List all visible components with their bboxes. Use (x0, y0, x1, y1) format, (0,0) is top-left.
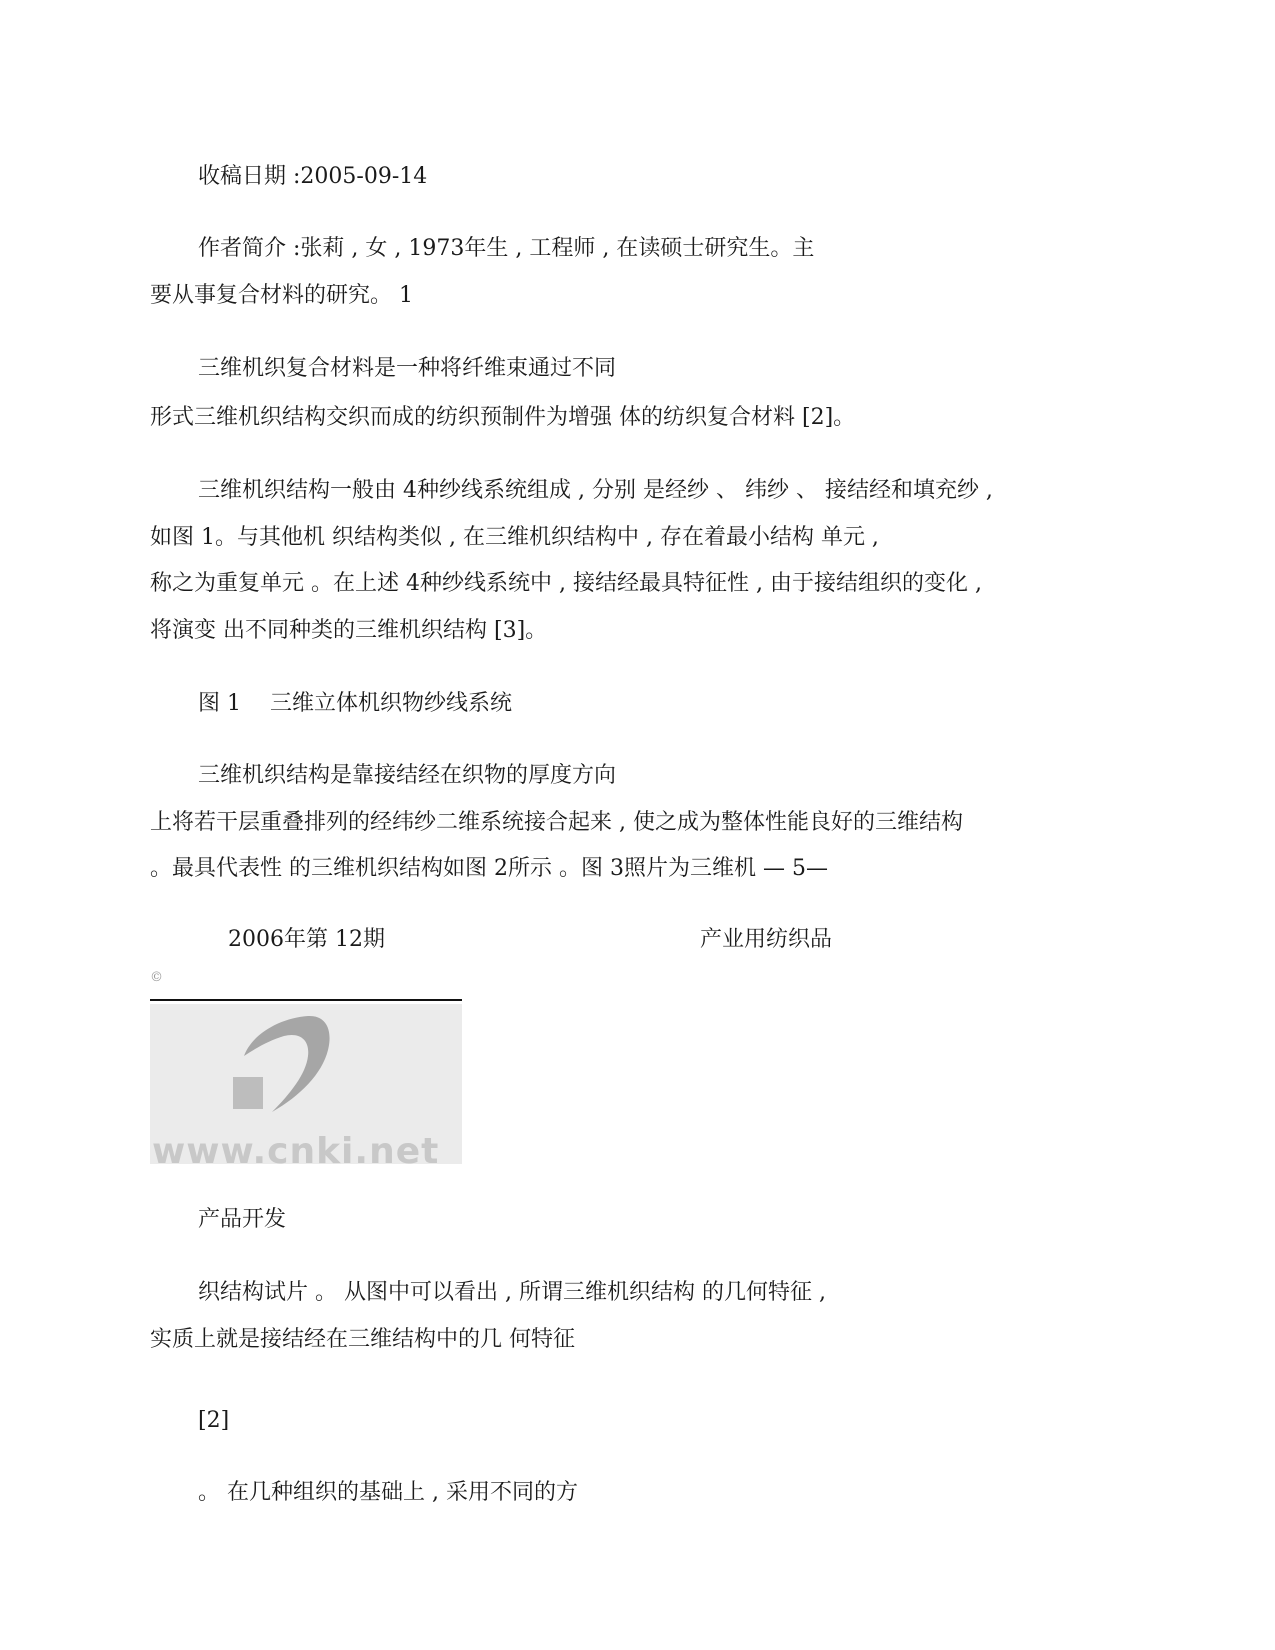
received-date: 收稿日期 :2005-09-14 (198, 164, 428, 189)
author-intro-line: 要从事复合材料的研究。 1 (150, 283, 413, 308)
paragraph-line: 将演变 出不同种类的三维机织结构 [3]。 (150, 618, 548, 643)
paragraph-line: 实质上就是接结经在三维结构中的几 何特征 (150, 1327, 575, 1352)
paragraph-line: 上将若干层重叠排列的经纬纱二维系统接合起来 , 使之成为整体性能良好的三维结构 (150, 810, 963, 835)
paragraph-line: 织结构试片 。 从图中可以看出 , 所谓三维机织结构 的几何特征 , (198, 1280, 826, 1305)
section-label: 产品开发 (198, 1207, 287, 1232)
author-intro-line: 作者简介 :张莉 , 女 , 1973年生 , 工程师 , 在读硕士研究生。主 (198, 236, 815, 261)
paragraph-line: 形式三维机织结构交织而成的纺织预制件为增强 体的纺织复合材料 [2]。 (150, 405, 856, 430)
footer-journal: 产业用纺织品 (700, 927, 833, 952)
paragraph-line: 三维机织复合材料是一种将纤维束通过不同 (198, 356, 617, 381)
footer-issue: 2006年第 12期 (228, 927, 385, 952)
cnki-logo-square (233, 1077, 263, 1109)
paragraph-line: 如图 1。与其他机 织结构类似 , 在三维机织结构中 , 存在着最小结构 单元 , (150, 525, 879, 550)
paragraph-line: 三维机织结构一般由 4种纱线系统组成 , 分别 是经纱 、 纬纱 、 接结经和填充纱 , (198, 478, 993, 503)
paragraph-line: 称之为重复单元 。在上述 4种纱线系统中 , 接结经最具特征性 , 由于接结组织的变化 , (150, 571, 982, 596)
copyright-symbol: © (150, 970, 163, 985)
reference-marker: [2] (198, 1408, 230, 1433)
cnki-watermark (150, 1004, 462, 1164)
paragraph-line: 三维机织结构是靠接结经在织物的厚度方向 (198, 763, 617, 788)
paragraph-line: 。最具代表性 的三维机织结构如图 2所示 。图 3照片为三维机 — 5— (150, 856, 828, 881)
paragraph-line: 。 在几种组织的基础上 , 采用不同的方 (198, 1480, 578, 1505)
cnki-watermark-text: www.cnki.net (152, 1131, 440, 1164)
logo-rule (150, 999, 462, 1001)
figure-1-caption: 图 1 三维立体机织物纱线系统 (198, 691, 512, 716)
